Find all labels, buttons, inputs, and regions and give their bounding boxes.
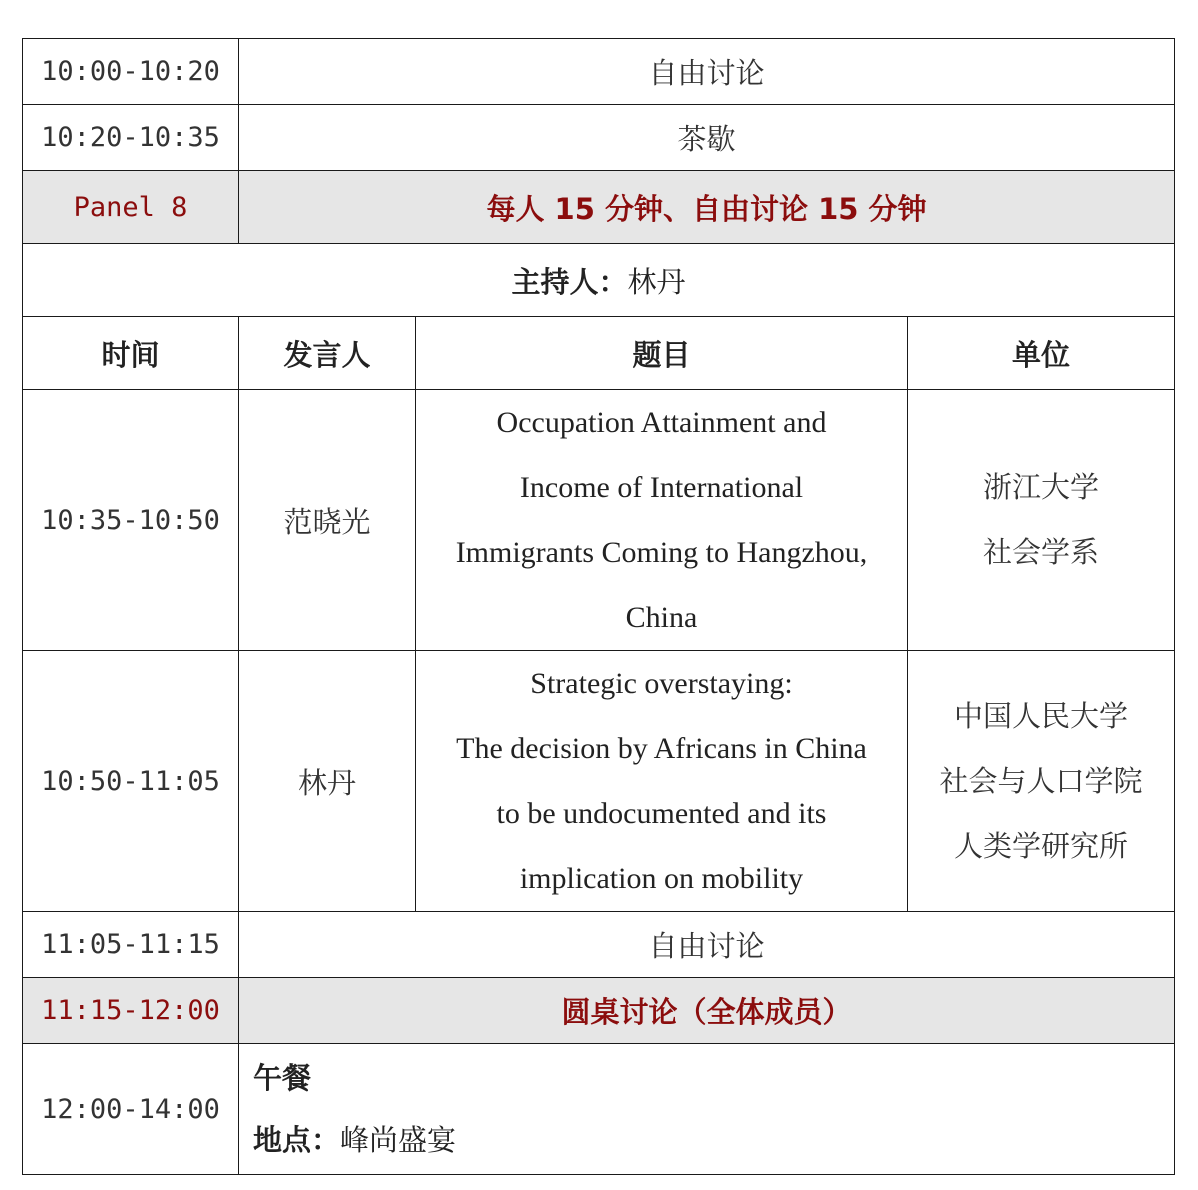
- schedule-row: [23, 912, 1175, 978]
- roundtable-row: [23, 978, 1175, 1044]
- time-cell: 10:00-10:20: [23, 39, 239, 105]
- lunch-cell: [239, 1044, 1175, 1175]
- time-cell: 11:15-12:00: [23, 978, 239, 1044]
- lunch-row: [23, 1044, 1175, 1175]
- column-header-row: [23, 317, 1175, 390]
- topic-line: to be undocumented and its: [496, 797, 827, 830]
- unit-cell: [908, 651, 1175, 912]
- lunch-title: 午餐: [253, 1061, 312, 1095]
- header-unit: 单位: [908, 317, 1175, 390]
- unit-line: 中国人民大学: [954, 698, 1129, 733]
- topic-cell: [416, 390, 908, 651]
- speaker-cell: 林丹: [239, 651, 416, 912]
- topic-line: Occupation Attainment and: [496, 406, 827, 439]
- agenda-item: 茶歇: [239, 105, 1175, 171]
- moderator-row: [23, 244, 1175, 317]
- time-cell: 11:05-11:15: [23, 912, 239, 978]
- time-cell: 12:00-14:00: [23, 1044, 239, 1175]
- talk-row: [23, 651, 1175, 912]
- moderator-name: 林丹: [627, 264, 686, 299]
- panel-label: Panel 8: [23, 171, 239, 244]
- header-topic: 题目: [416, 317, 908, 390]
- schedule-row: [23, 105, 1175, 171]
- header-speaker: 发言人: [239, 317, 416, 390]
- agenda-item: 自由讨论: [239, 912, 1175, 978]
- unit-line: 人类学研究所: [954, 828, 1129, 863]
- unit-cell: [908, 390, 1175, 651]
- moderator-label: 主持人：: [511, 264, 628, 299]
- topic-line: The decision by Africans in China: [456, 732, 867, 765]
- panel-rule: 每人 15 分钟、自由讨论 15 分钟: [239, 171, 1175, 244]
- topic-cell: [416, 651, 908, 912]
- unit-line: 浙江大学: [983, 470, 1100, 504]
- topic-line: Strategic overstaying:: [530, 667, 793, 700]
- agenda-item: 自由讨论: [239, 39, 1175, 105]
- time-cell: 10:35-10:50: [23, 390, 239, 651]
- unit-line: 社会与人口学院: [939, 763, 1143, 798]
- topic-line: Income of International: [519, 471, 804, 504]
- time-cell: 10:20-10:35: [23, 105, 239, 171]
- talk-row: [23, 390, 1175, 651]
- topic-line: Immigrants Coming to Hangzhou,: [455, 536, 868, 569]
- speaker-cell: 范晓光: [239, 390, 416, 651]
- panel-header-row: [23, 171, 1175, 244]
- time-cell: 10:50-11:05: [23, 651, 239, 912]
- schedule-table: [22, 38, 1175, 1175]
- topic-line: China: [625, 601, 698, 634]
- agenda-item: 圆桌讨论（全体成员）: [239, 978, 1175, 1044]
- schedule-row: [23, 39, 1175, 105]
- header-time: 时间: [23, 317, 239, 390]
- topic-line: implication on mobility: [519, 862, 804, 895]
- moderator-cell: [23, 244, 1175, 317]
- unit-line: 社会学系: [983, 535, 1100, 569]
- place-label: 地点：: [253, 1123, 341, 1157]
- place-value: 峰尚盛宴: [340, 1123, 457, 1157]
